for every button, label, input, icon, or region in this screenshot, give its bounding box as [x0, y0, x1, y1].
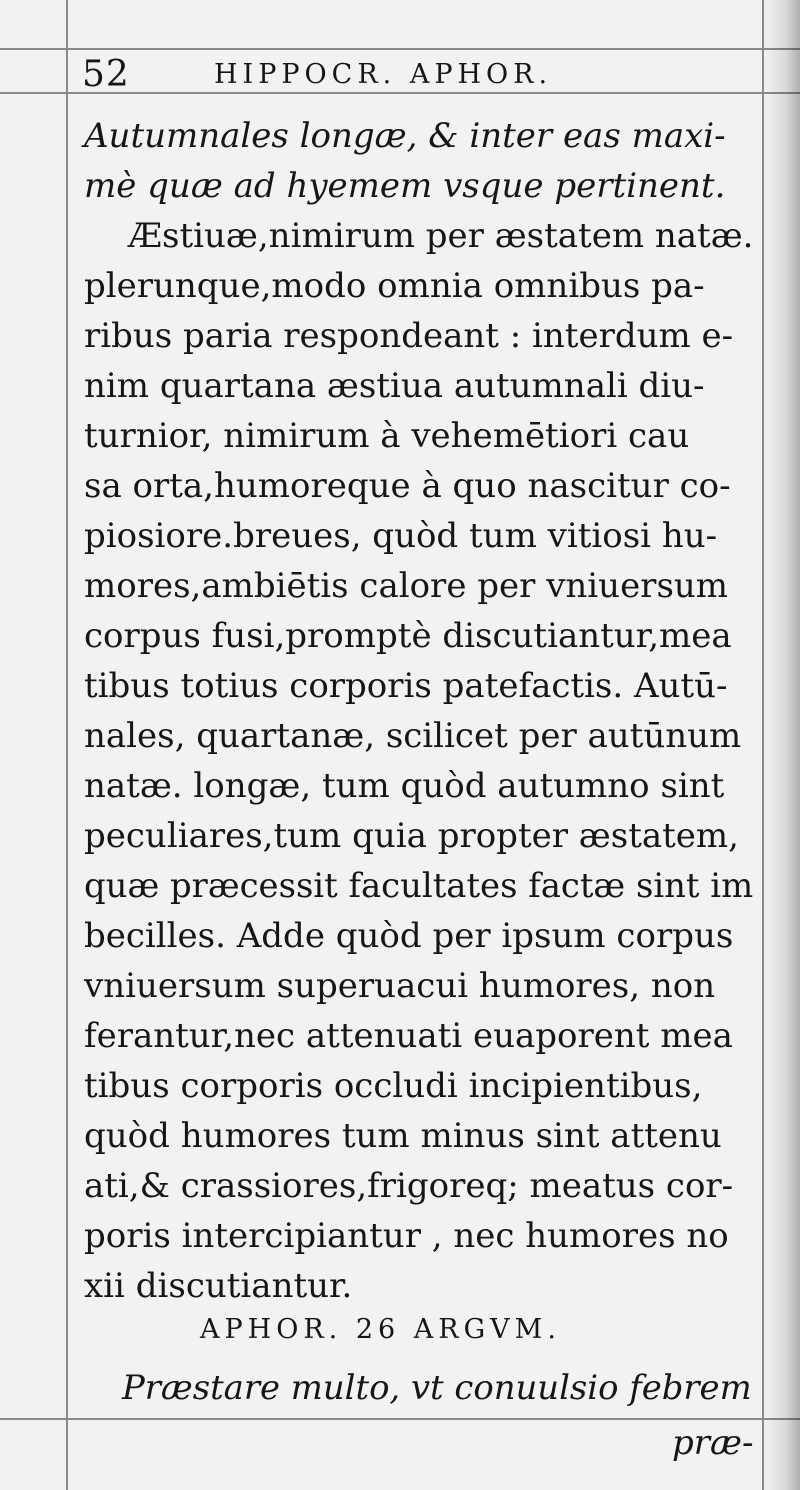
text-line: corpus fusi,promptè discutiantur,mea [84, 616, 732, 656]
scan-rule-top [0, 48, 800, 50]
text-line: poris intercipiantur , nec humores no [84, 1216, 729, 1256]
text-line: plerunque,modo omnia omnibus pa- [84, 266, 705, 306]
text-line: ribus paria respondeant : interdum e- [84, 316, 734, 356]
text-line: becilles. Adde quòd per ipsum corpus [84, 916, 734, 956]
text-line: piosiore.breues, quòd tum vitiosi hu- [84, 516, 718, 556]
text-line: ati,& crassiores,frigoreq; meatus cor- [84, 1166, 734, 1206]
argument-line: Præstare multo, vt conuulsio febrem [122, 1368, 752, 1407]
scan-rule-left [66, 0, 68, 1490]
page-edge-shadow [764, 0, 800, 1490]
text-line: tibus totius corporis patefactis. Autū- [84, 666, 728, 706]
text-line: mores,ambiētis calore per vniuersum [84, 566, 729, 606]
text-line: peculiares,tum quia propter æstatem, [84, 816, 739, 856]
page-number: 52 [82, 54, 130, 95]
text-line: Autumnales longæ, & inter eas maxi- [84, 116, 726, 156]
text-line: vniuersum superuacui humores, non [84, 966, 716, 1006]
text-line: Æstiuæ,nimirum per æstatem natæ. [128, 216, 754, 256]
text-line: natæ. longæ, tum quòd autumno sint [84, 766, 725, 806]
section-heading: APHOR. 26 ARGVM. [200, 1314, 561, 1345]
page-header [82, 52, 642, 98]
text-line: tibus corporis occludi incipientibus, [84, 1066, 703, 1106]
text-line: turnior, nimirum à vehemētiori cau [84, 416, 690, 456]
text-line: nales, quartanæ, scilicet per autūnum [84, 716, 742, 756]
text-line: quæ præcessit facultates factæ sint im [84, 866, 754, 905]
text-line: nim quartana æstiua autumnali diu- [84, 366, 705, 406]
text-line: ferantur,nec attenuati euaporent mea [84, 1016, 733, 1056]
text-line: quòd humores tum minus sint attenu [84, 1116, 722, 1156]
text-line: mè quæ ad hyemem vsque pertinent. [84, 166, 726, 206]
text-line: sa orta,humoreque à quo nascitur co- [84, 466, 731, 506]
text-line: xii discutiantur. [84, 1266, 353, 1306]
running-head: HIPPOCR. APHOR. [214, 59, 553, 90]
catchword: præ- [672, 1423, 754, 1463]
